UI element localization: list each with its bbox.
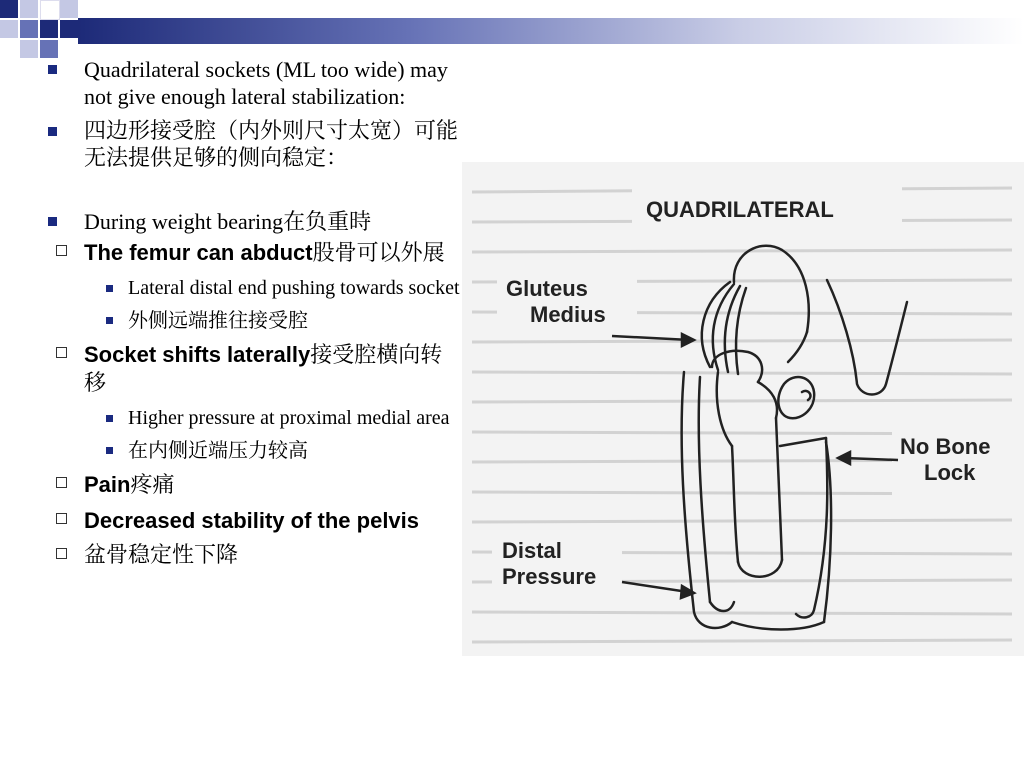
sub-bullet-stability xyxy=(0,507,464,534)
bullet-2 xyxy=(44,118,464,172)
bullet-bold-text: Decreased stability of the pelvis xyxy=(84,508,420,533)
label-gluteus: Gluteus xyxy=(506,276,588,301)
sub-sub-bullet xyxy=(0,307,464,333)
deco-square xyxy=(40,0,60,20)
deco-square xyxy=(20,0,38,18)
bullet-zh-text: 接受腔横向转移 xyxy=(84,343,443,396)
square-bullet-icon xyxy=(106,317,113,324)
label-medius: Medius xyxy=(530,302,606,327)
square-bullet-icon xyxy=(48,127,57,136)
bullet-text: 外侧远端推往接受腔 xyxy=(128,308,308,332)
label-distal: Distal xyxy=(502,538,562,563)
bullet-bold-text: Socket shifts laterally xyxy=(84,342,311,367)
square-bullet-icon xyxy=(106,415,113,422)
bullet-text: During weight bearing在负重時 xyxy=(84,209,372,234)
sub-sub-bullet xyxy=(0,275,464,301)
sub-sub-bullet xyxy=(0,405,464,431)
bullet-list xyxy=(44,56,464,569)
figure-title: QUADRILATERAL xyxy=(646,197,834,222)
square-bullet-icon xyxy=(48,217,57,226)
bullet-zh-text: 疼痛 xyxy=(130,473,175,498)
deco-square xyxy=(20,40,38,58)
bullet-text: 四边形接受腔（内外则尺寸太宽）可能无法提供足够的侧向稳定： xyxy=(84,119,459,171)
sub-bullet-pelvis-zh xyxy=(0,542,464,569)
bullet-text: 在内侧近端压力较高 xyxy=(128,438,308,462)
bullet-zh-text: 股骨可以外展 xyxy=(312,241,445,266)
bullet-1 xyxy=(44,56,464,110)
bullet-text: Quadrilateral sockets (ML too wide) may not give enough lateral stabilization: xyxy=(84,57,448,109)
deco-square xyxy=(0,0,18,18)
bullet-text: Lateral distal end pushing towards socket xyxy=(128,277,460,299)
hollow-square-bullet-icon xyxy=(56,548,67,559)
sub-bullet-pain xyxy=(0,471,464,499)
label-pressure: Pressure xyxy=(502,564,597,589)
bullet-bold-text: The femur can abduct xyxy=(84,240,313,265)
socket-drawing xyxy=(682,246,907,630)
hollow-square-bullet-icon xyxy=(56,245,67,256)
hollow-square-bullet-icon xyxy=(56,477,67,488)
deco-square xyxy=(60,0,78,18)
arrow-head-icon xyxy=(838,452,850,464)
sub-sub-bullet xyxy=(0,437,464,463)
deco-square xyxy=(20,20,38,38)
bullet-zh-text: 盆骨稳定性下降 xyxy=(84,543,239,568)
deco-square xyxy=(40,20,58,38)
hollow-square-bullet-icon xyxy=(56,513,67,524)
socket-diagram xyxy=(462,162,1024,656)
square-bullet-icon xyxy=(48,65,57,74)
arrow-head-icon xyxy=(682,334,694,346)
square-bullet-icon xyxy=(106,285,113,292)
label-no-bone: No Bone xyxy=(900,434,991,459)
bullet-text: Higher pressure at proximal medial area xyxy=(128,407,450,429)
square-bullet-icon xyxy=(106,447,113,454)
bullet-3 xyxy=(44,208,464,235)
sub-bullet-socket xyxy=(0,341,464,397)
quadrilateral-socket-figure xyxy=(462,162,1024,656)
deco-square xyxy=(0,20,18,38)
bullet-bold-text: Pain xyxy=(84,472,131,497)
sub-bullet-femur xyxy=(0,239,464,267)
label-lock: Lock xyxy=(924,460,976,485)
title-gradient-bar xyxy=(78,18,1024,44)
hollow-square-bullet-icon xyxy=(56,347,67,358)
deco-square xyxy=(60,20,78,38)
